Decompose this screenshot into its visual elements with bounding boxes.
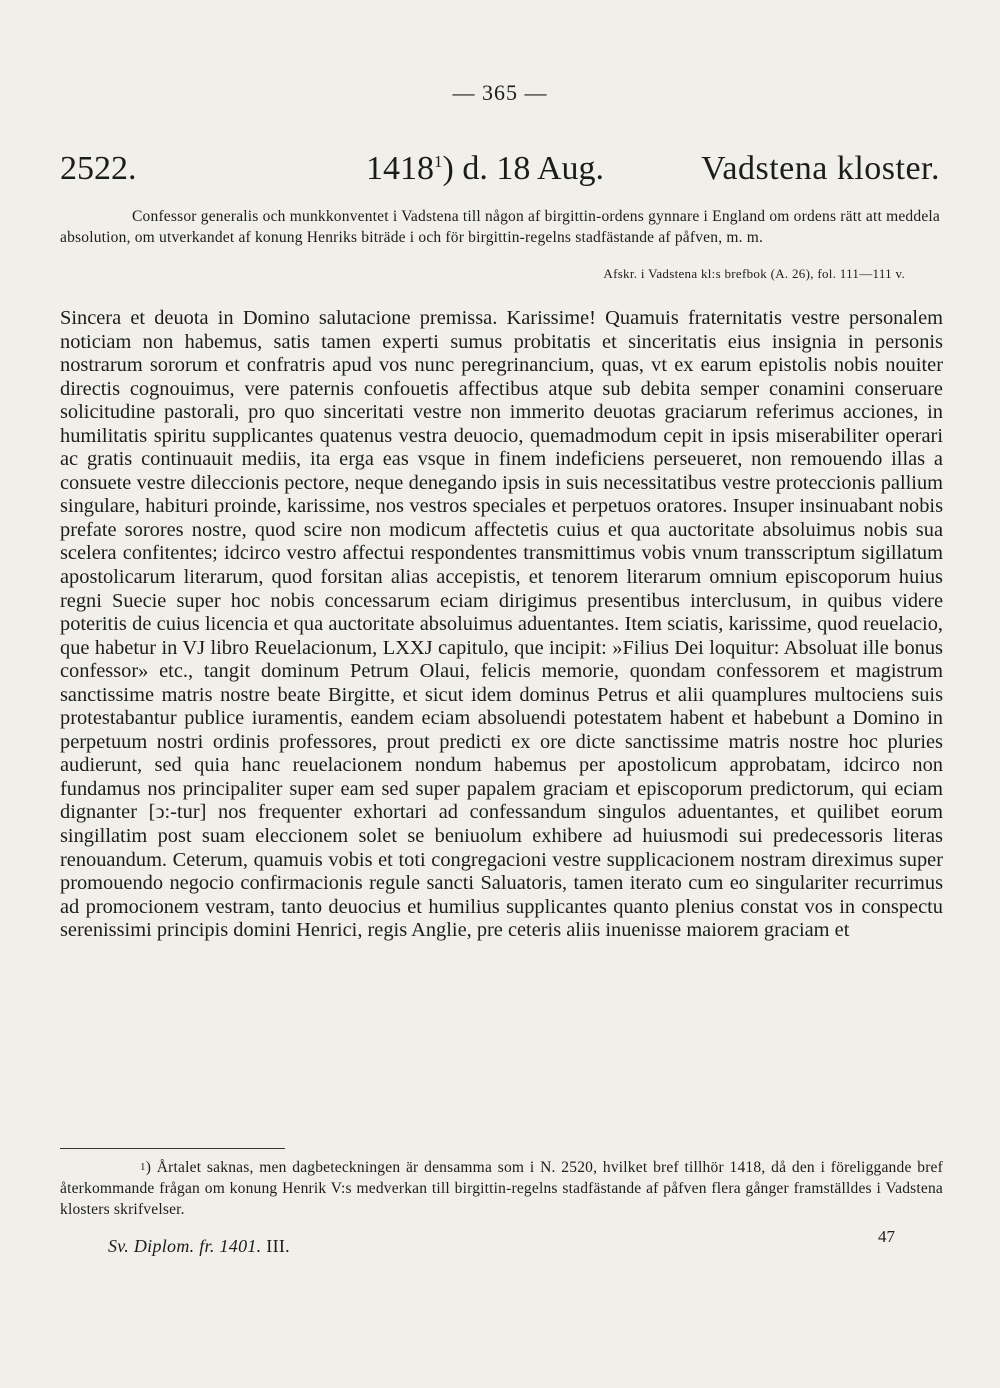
footnote [60,1157,943,1220]
document-heading [60,150,940,190]
document-place: Vadstena kloster. [701,150,940,187]
letter-body [60,307,943,943]
signature-volume: III. [266,1236,290,1256]
sheet-number: 47 [878,1227,895,1246]
date-footnote-mark: 1 [434,152,443,171]
document-date [366,150,604,188]
source-reference: Afskr. i Vadstena kl:s brefbok (A. 26), fol. 111—111 v. [603,266,905,281]
summary-text: Confessor generalis och munkkonventet i Vadstena till någon af birgittin-ordens gynnare i England om ordens rätt att meddela absolution, om utverkandet af konung Henriks biträde i och för birgittin-regelns stadfästande af påfven, m. m. [60,208,940,246]
regest-summary [60,206,940,248]
printer-signature [108,1236,290,1257]
page-number: — 365 — [452,80,548,105]
signature-series: Sv. Diplom. fr. 1401. [108,1236,262,1256]
footnote-mark: 1 [140,1161,146,1173]
footnote-divider [60,1148,285,1149]
date-day: ) d. 18 Aug. [442,150,604,187]
document-number: 2522. [60,150,137,187]
letter-text: Sincera et deuota in Domino salutacione premissa. Karissime! Quamuis fraternitatis vestre personalem noticiam non habemus, satis tamen experti sumus probitatis et sinceritatis eius insignia in personis nostrarum sororum et confratris apud vos nunc peregrinancium, quas, vt ex earum epistolis nobis nouiter directis cognouimus, vere paternis confouetis affectibus atque sub debita semper conamini conseruare solicitudine pastorali, pro quo sinceritati vestre non immerito deuotas graciarum referimus acciones, in humilitatis spiritu supplicantes quatenus vestra deuocio, quemadmodum cepit in ipsis miserabiliter operari ac gratis continuauit mediis, ita erga eas vsque in finem indeficiens perseueret, non remouendo illas a consuete vestre dileccionis pectore, neque denegando ipsis in suis necessitatibus vestre proteccionis pallium singulare, habituri proinde, karissime, nos vestros speciales et perpetuos oratores. Insuper insinuabant nobis prefate sorores nostre, quod scire non modicum affectetis cuius et qua auctoritate absoluimus nobis sua scelera confitentes; idcirco vestro affectui respondentes transmittimus vobis vnum transscriptum sigillatum apostolicarum literarum, quod forsitan alias accepistis, et tenorem literarum omnium episcoporum huius regni Suecie super hoc nobis concessarum eciam dirigimus presentibus interclusum, in quibus videre poteritis de cuius licencia et qua auctoritate absoluimus aduentantes. Item sciatis, karissime, quod reuelacio, que habetur in VJ libro Reuelacionum, LXXJ capitulo, que incipit: »Filius Dei loquitur: Absoluat ille bonus confessor» etc., tangit dominum Petrum Olaui, felicis memorie, quondam confessorem et magistrum sanctissime matris nostre beate Birgitte, et sicut idem dominus Petrus et alii quamplures multociens suis protestabantur publice iuramentis, eandem eciam absoluendi potestatem habent et habebunt a Domino in perpetuum nostri ordinis professores, prout predicti ex ore dicte sanctissime matris nostre hoc pluries audierunt, sed quia hanc reuelacionem nondum habemus per apostolicum approbatam, idcirco non fundamus nos principaliter super eam sed super papalem graciam et episcoporum predictorum, qui eciam dignanter [ↄ:-tur] nos frequenter exhortari ad confessandum singulos aduentantes, et quilibet eorum singillatim post suam eleccionem solet se beniuolum exhibere ad huiusmodi sui predecessoris literas renouandum. Ceterum, quamuis vobis et toti congregacioni vestre supplicacionem nostram direximus super promouendo negocio confirmacionis regule sancti Saluatoris, tamen iterato cum eo singulariter recurrimus ad promocionem vestram, tanto deuocius et humilius supplicantes quanto plenius constat vos in conspectu serenissimi principis domini Henrici, regis Anglie, pre ceteris aliis inuenisse maiorem graciam et [60,307,943,942]
date-year: 1418 [366,150,434,187]
footnote-text: ) Årtalet saknas, men dagbeteckningen är densamma som i N. 2520, hvilket bref tillhör 1418, då den i föreliggande bref återkommande frågan om konung Henrik V:s medverkan till birgittin-regelns stadfästande af påfven flera gånger framställdes i Vadstena klosters skrifvelser. [60,1159,943,1218]
